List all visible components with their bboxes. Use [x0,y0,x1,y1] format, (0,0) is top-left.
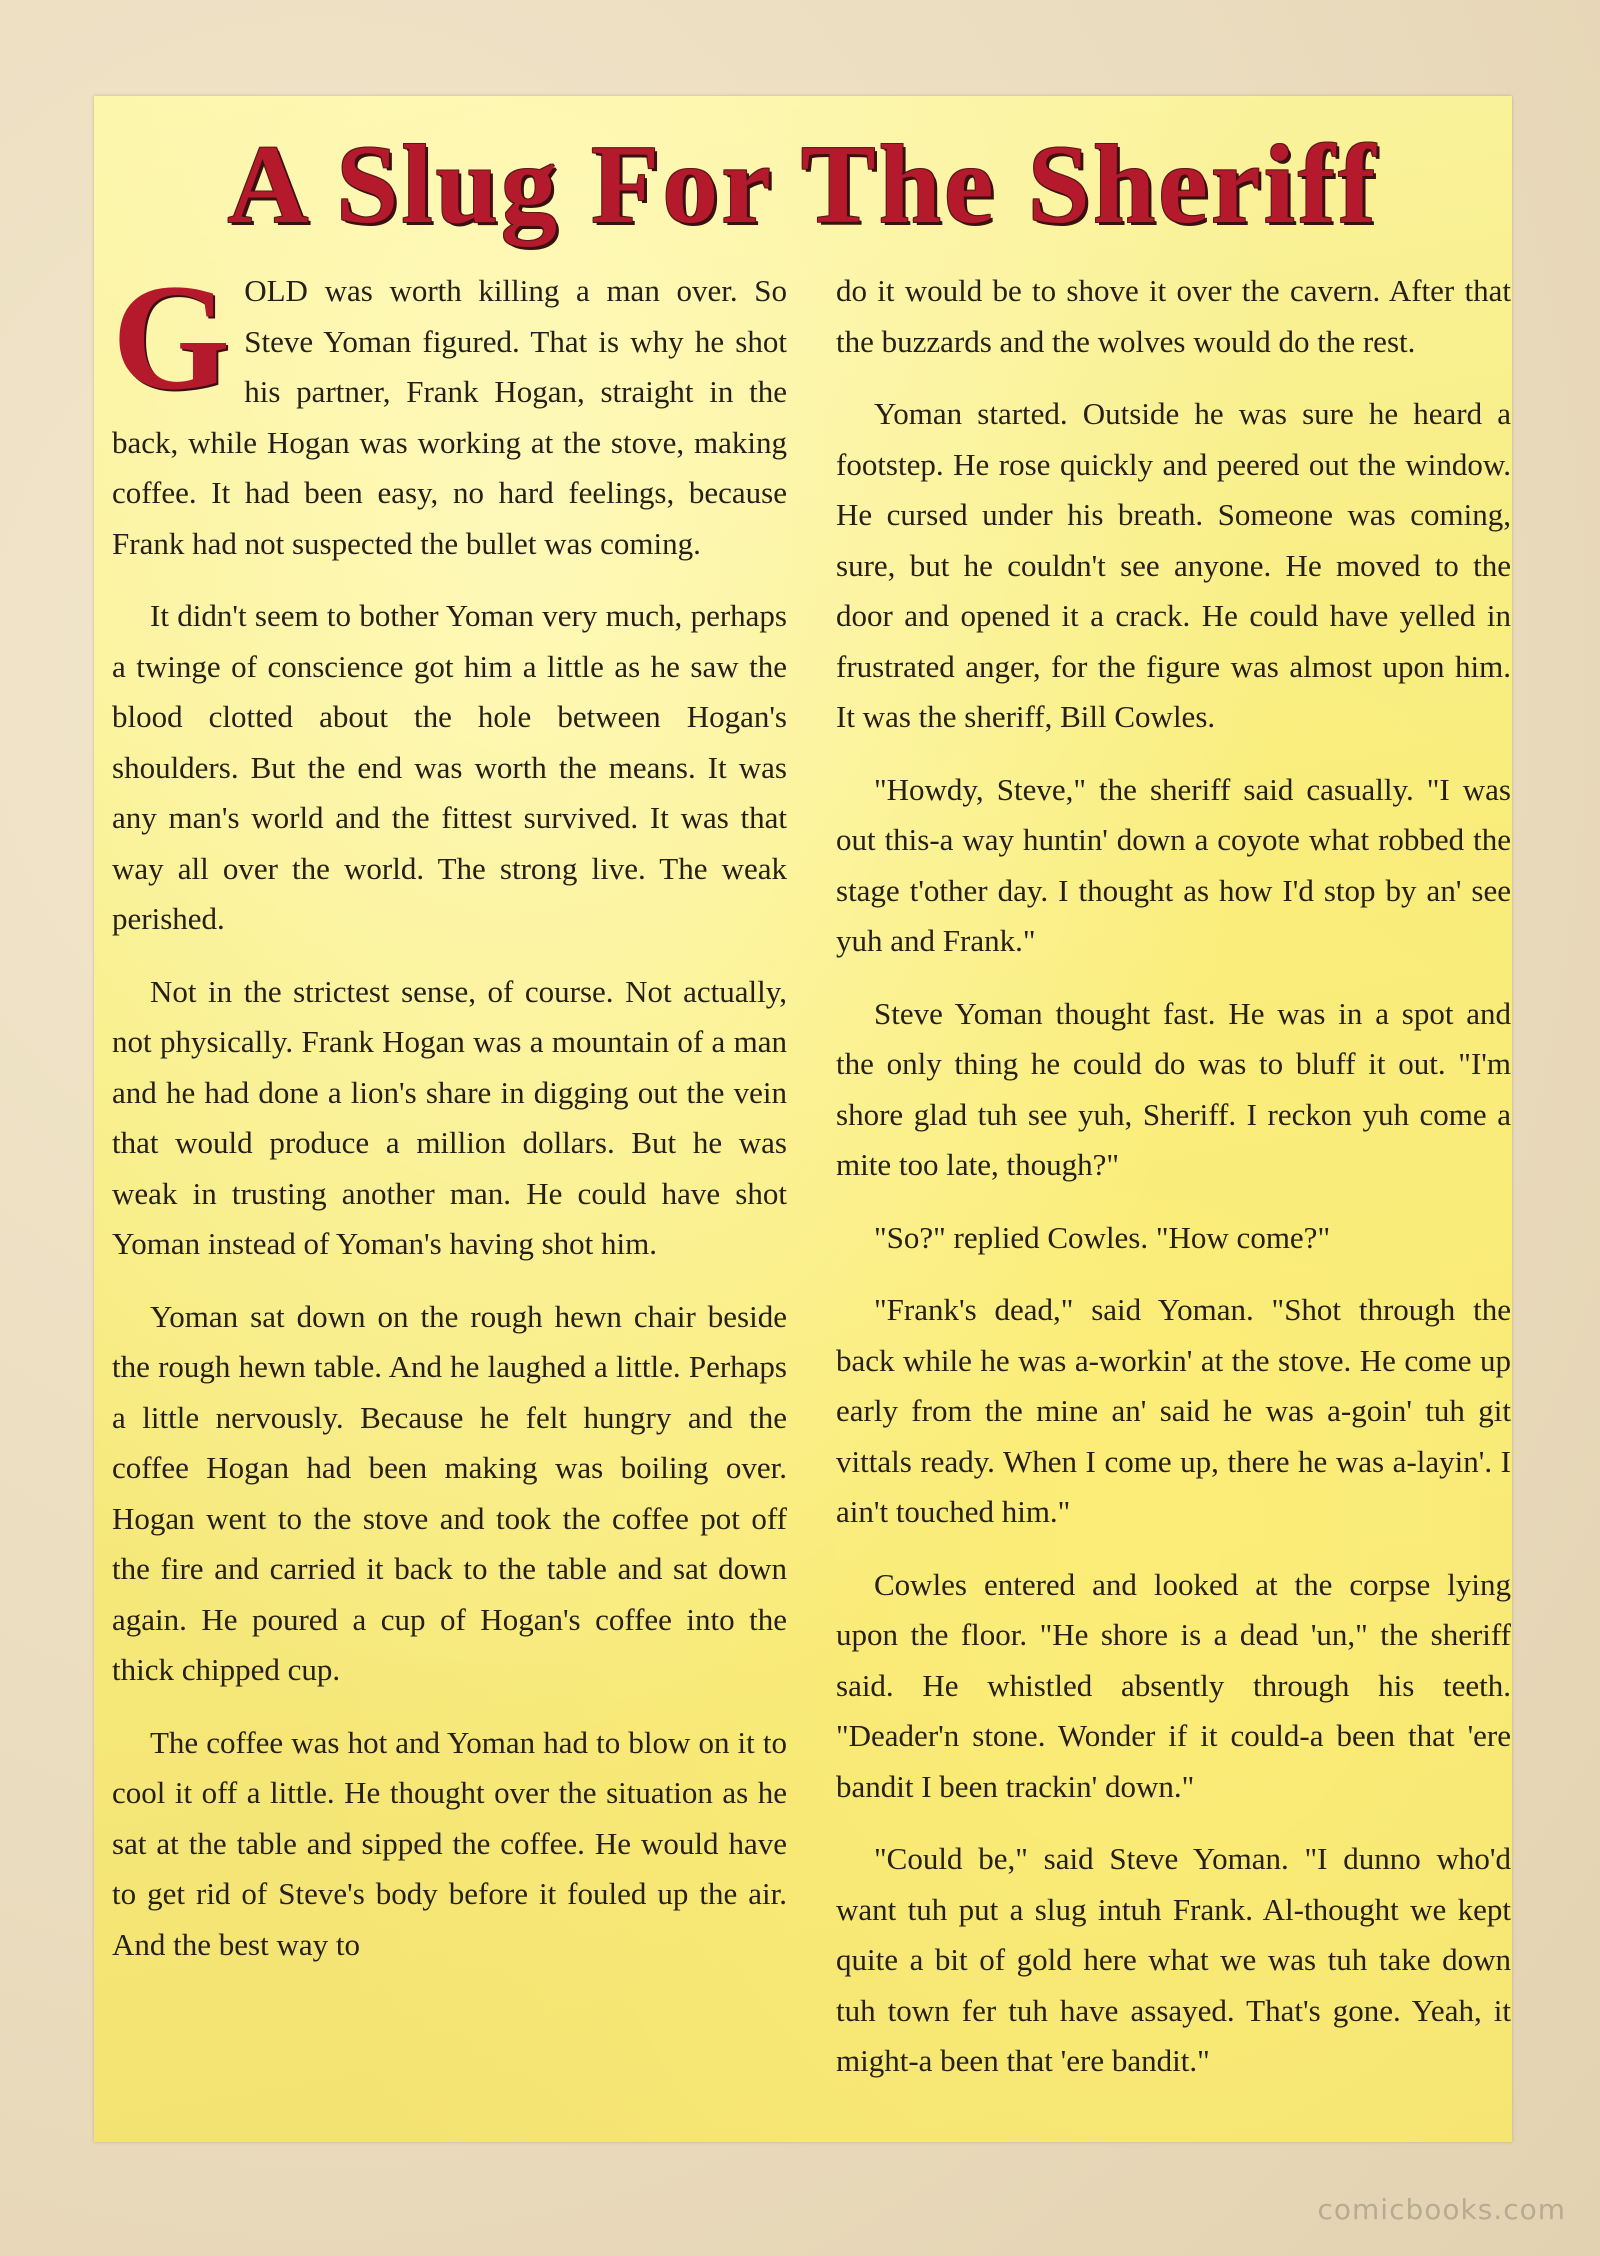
paragraph: "So?" replied Cowles. "How come?" [874,1219,1331,1255]
left-column [112,266,787,2126]
paragraph: Steve Yoman thought fast. He was in a spot and the only thing he could do was to bluff it out. "I'm shore glad tuh see yuh, Sheriff. I reckon yuh come a mite too late, though?" [836,995,1511,1182]
paragraph: Not in the strictest sense, of course. Not actually, not physically. Frank Hogan was a mountain of a man and he had done a lion's share in digging out the vein that would produce a million dollars. But he was weak in trusting another man. He could have shot Yoman instead of Yoman's having shot him. [112,973,787,1261]
first-paragraph [112,266,787,569]
watermark: comicbooks.com [1317,2193,1566,2226]
paragraph: "Frank's dead," said Yoman. "Shot through the back while he was a-workin' at the stove. He come up early from the mine an' said he was a-goin' tuh git vittals ready. When I come up, there he was a-layin'. I ain't touched him." [836,1292,1511,1529]
paragraph: Yoman started. Outside he was sure he heard a footstep. He rose quickly and peered out the window. He cursed under his breath. Someone was coming, sure, but he couldn't see anyone. He moved to the door and opened it a crack. He could have yelled in frustrated anger, for the figure was almost upon him. It was the sheriff, Bill Cowles. [836,396,1511,734]
drop-cap: G [112,266,231,421]
paragraph: Yoman sat down on the rough hewn chair beside the rough hewn table. And he laughed a little. Perhaps a little nervously. Because he felt hungry and the coffee Hogan had been making was boiling over. Hogan went to the stove and took the coffee pot off the fire and carried it back to the table and sat down again. He poured a cup of Hogan's coffee into the thick chipped cup. [112,1298,787,1687]
first-paragraph-text: OLD was worth killing a man over. So Steve Yoman figured. That is why he shot his partner, Frank Hogan, straight in the back, while Hogan was working at the stove, making coffee. It had been easy, no hard feelings, because Frank had not suspected the bullet was coming. [112,273,787,561]
paragraph: It didn't seem to bother Yoman very much, perhaps a twinge of conscience got him a little as he saw the blood clotted about the hole between Hogan's shoulders. But the end was worth the means. It was any man's world and the fittest survived. It was that way all over the world. The strong live. The weak perished. [112,598,787,936]
right-column [836,266,1511,2126]
paragraph: Cowles entered and looked at the corpse lying upon the floor. "He shore is a dead 'un," the sheriff said. He whistled absently through his teeth. "Deader'n stone. Wonder if it could-a been that 'ere bandit I been trackin' down." [836,1566,1511,1804]
paragraph: The coffee was hot and Yoman had to blow on it to cool it off a little. He thought over the situation as he sat at the table and sipped the coffee. He would have to get rid of Steve's body before it fouled up the air. And the best way to [112,1724,787,1962]
continued-paragraph: do it would be to shove it over the cavern. After that the buzzards and the wolves would do the rest. [836,273,1511,359]
paragraph: "Howdy, Steve," the sheriff said casually. "I was out this-a way huntin' down a coyote what robbed the stage t'other day. I thought as how I'd stop by an' see yuh and Frank." [836,771,1511,958]
paragraph: "Could be," said Steve Yoman. "I dunno who'd want tuh put a slug intuh Frank. Al-thought we kept quite a bit of gold here what we was tuh take down tuh town fer tuh have assayed. That's gone. Yeah, it might-a been that 'ere bandit." [836,1841,1511,2078]
story-title: A Slug For The Sheriff [227,123,1379,247]
story-panel [94,96,1512,2142]
